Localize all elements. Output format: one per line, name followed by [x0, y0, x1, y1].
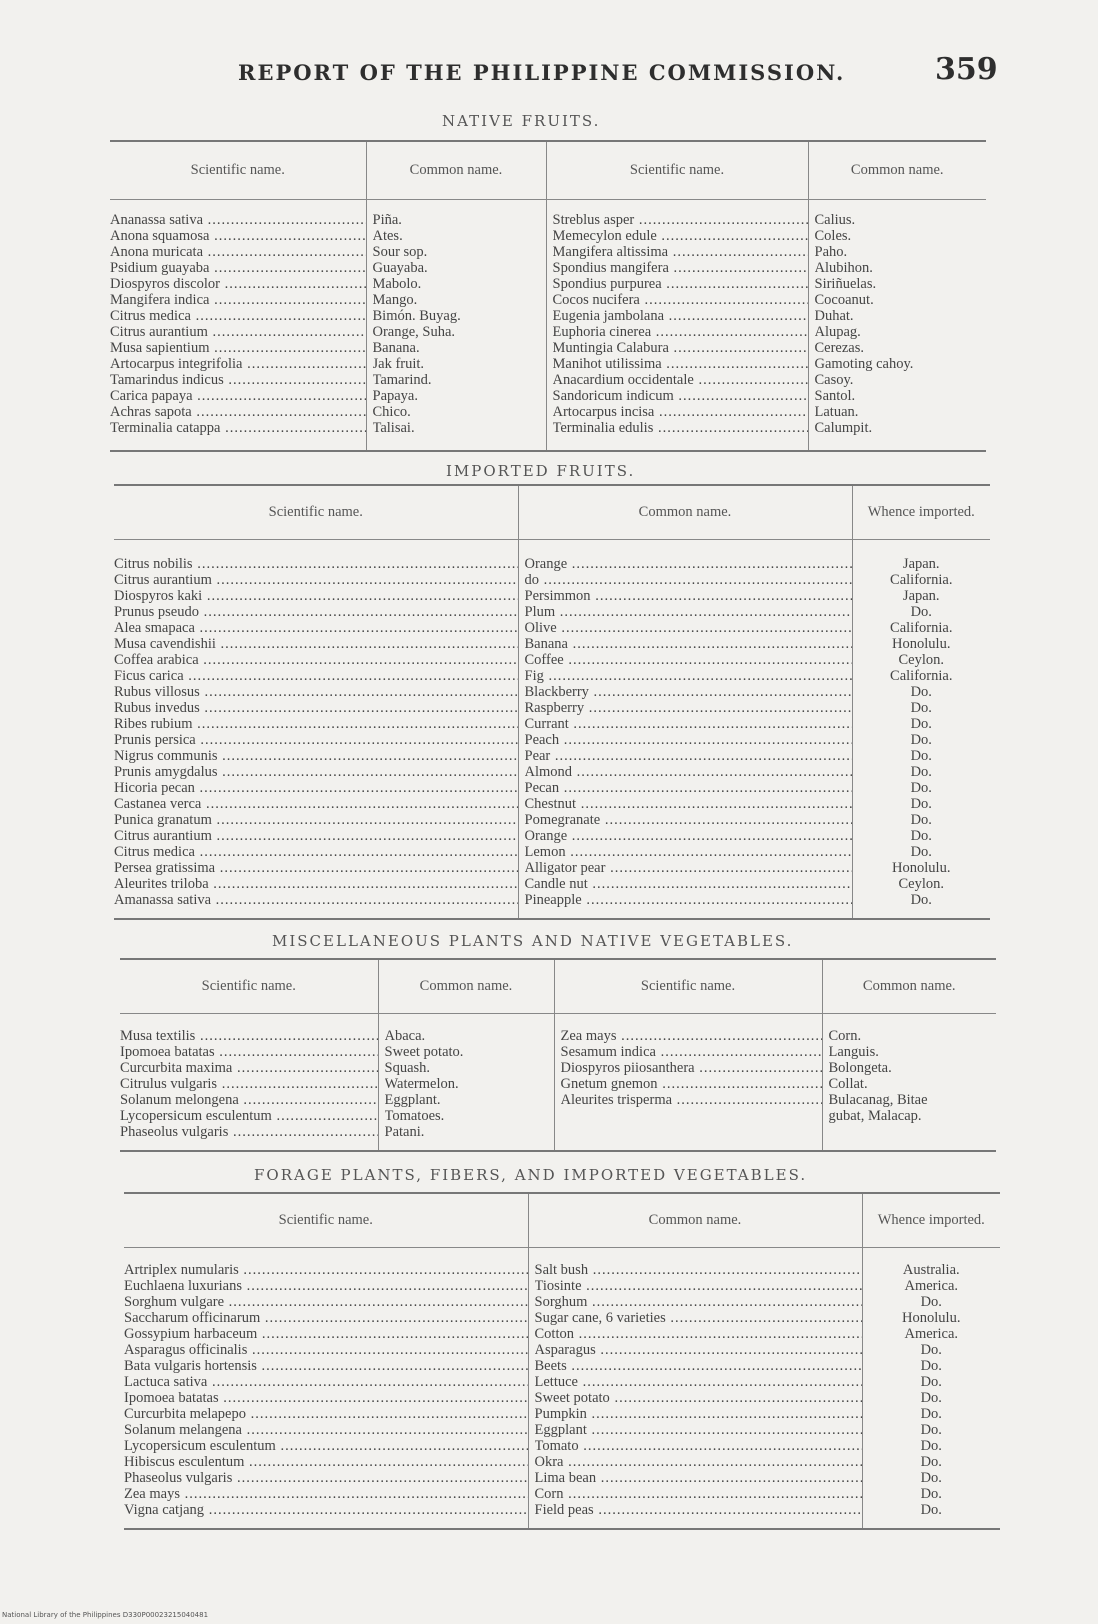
scientific-name: Artriplex numularis .....: [124, 1262, 528, 1278]
scientific-name: Terminalia edulis .....: [553, 420, 808, 436]
common-name: Sour sop.: [372, 243, 428, 260]
whence-imported: Do.: [910, 891, 932, 908]
common-name: Sweet potato .....: [535, 1390, 862, 1406]
scientific-name: Asparagus officinalis .....: [124, 1342, 528, 1358]
common-name: Paho.: [814, 243, 848, 260]
scientific-name: Zea mays .....: [124, 1486, 528, 1502]
whence-imported: Do.: [920, 1405, 942, 1422]
whence-imported: Japan.: [902, 587, 940, 604]
scientific-name: Artocarpus integrifolia .....: [110, 356, 366, 372]
scientific-name: Phaseolus vulgaris .....: [124, 1470, 528, 1486]
whence-imported: Do.: [910, 827, 932, 844]
common-name: Duhat.: [814, 307, 854, 324]
common-name: Pecan .....: [525, 780, 852, 796]
scientific-name: Anona muricata .....: [110, 244, 366, 260]
whence-imported: Do.: [920, 1485, 942, 1502]
common-name: Candle nut .....: [525, 876, 852, 892]
common-name: Orange .....: [525, 556, 852, 572]
common-name: Eggplant.: [384, 1091, 441, 1108]
whence-imported: Honolulu.: [892, 859, 951, 876]
whence-imported: Ceylon.: [898, 875, 944, 892]
whence-imported: California.: [890, 667, 953, 684]
column-scientific: [120, 1013, 378, 1151]
common-name: Bulacanag, Bitae: [828, 1091, 928, 1108]
common-name: Field peas .....: [535, 1502, 862, 1518]
common-name: Salt bush .....: [535, 1262, 862, 1278]
common-name: Piña.: [372, 211, 402, 228]
whence-imported: Do.: [920, 1469, 942, 1486]
common-name: Blackberry .....: [525, 684, 852, 700]
whence-imported: Do.: [910, 811, 932, 828]
scientific-name: Castanea verca .....: [114, 796, 518, 812]
column-common: [518, 539, 852, 919]
scientific-name: Ribes rubium .....: [114, 716, 518, 732]
common-name: Tomato .....: [535, 1438, 862, 1454]
common-name: Sweet potato.: [384, 1043, 464, 1060]
header-common-name: Common name.: [518, 485, 852, 539]
scientific-name: Sorghum vulgare .....: [124, 1294, 528, 1310]
whence-imported: Japan.: [902, 555, 940, 572]
forage-plants-title: FORAGE PLANTS, FIBERS, AND IMPORTED VEGETABLES.: [254, 1166, 808, 1184]
common-name: Olive .....: [525, 620, 852, 636]
common-name: Chico.: [372, 403, 411, 420]
whence-imported: Australia.: [902, 1261, 960, 1278]
scientific-name: Prunis amygdalus .....: [114, 764, 518, 780]
column-common: [808, 199, 986, 451]
whence-imported: America.: [904, 1325, 959, 1342]
common-name: Casoy.: [814, 371, 854, 388]
common-name: Pear .....: [525, 748, 852, 764]
forage-plants-table: [124, 1192, 1000, 1530]
scientific-name: Prunis persica .....: [114, 732, 518, 748]
scientific-name: Eugenia jambolana .....: [553, 308, 808, 324]
common-name: Siriñuelas.: [814, 275, 877, 292]
scientific-name: Rubus invedus .....: [114, 700, 518, 716]
header-common-name: Common name.: [366, 141, 546, 199]
scientific-name: Streblus asper .....: [553, 212, 808, 228]
imported-fruits-title: IMPORTED FRUITS.: [446, 462, 636, 480]
common-name: Santol.: [814, 387, 856, 404]
scientific-name: Cocos nucifera .....: [553, 292, 808, 308]
scientific-name: Aleurites triloba .....: [114, 876, 518, 892]
whence-imported: Do.: [920, 1501, 942, 1518]
common-name: Sorghum .....: [535, 1294, 862, 1310]
common-name: Collat.: [828, 1075, 868, 1092]
common-name: Latuan.: [814, 403, 859, 420]
scientific-name: Citrus nobilis .....: [114, 556, 518, 572]
common-name: Pomegranate .....: [525, 812, 852, 828]
scientific-name: Amanassa sativa .....: [114, 892, 518, 908]
scientific-name: Curcurbita melapepo .....: [124, 1406, 528, 1422]
whence-imported: Honolulu.: [892, 635, 951, 652]
imported-fruits-table: [114, 484, 990, 920]
common-name: Chestnut .....: [525, 796, 852, 812]
common-name: Coffee .....: [525, 652, 852, 668]
scientific-name: Coffea arabica .....: [114, 652, 518, 668]
scientific-name: Musa textilis .....: [120, 1028, 378, 1044]
scientific-name: Vigna catjang .....: [124, 1502, 528, 1518]
common-name: Raspberry .....: [525, 700, 852, 716]
column-scientific: [546, 199, 808, 451]
scientific-name: Spondius purpurea .....: [553, 276, 808, 292]
whence-imported: Do.: [910, 731, 932, 748]
scientific-name: Sandoricum indicum .....: [553, 388, 808, 404]
scientific-name: Zea mays .....: [561, 1028, 822, 1044]
common-name: Patani.: [384, 1123, 425, 1140]
whence-imported: Do.: [910, 603, 932, 620]
scientific-name: Citrus medica .....: [110, 308, 366, 324]
scientific-name: Citrus medica .....: [114, 844, 518, 860]
header-scientific-name: Scientific name.: [114, 485, 518, 539]
whence-imported: California.: [890, 619, 953, 636]
scientific-name: Anacardium occidentale .....: [553, 372, 808, 388]
common-name: Orange .....: [525, 828, 852, 844]
common-name: Ates.: [372, 227, 403, 244]
common-name: Pumpkin .....: [535, 1406, 862, 1422]
scientific-name: Muntingia Calabura .....: [553, 340, 808, 356]
header-scientific-name: Scientific name.: [124, 1193, 528, 1247]
common-name: Alupag.: [814, 323, 861, 340]
common-name: Bolongeta.: [828, 1059, 892, 1076]
common-name: Cerezas.: [814, 339, 865, 356]
scientific-name: Terminalia catappa .....: [110, 420, 366, 436]
scientific-name: Citrus aurantium .....: [114, 828, 518, 844]
common-name: Banana.: [372, 339, 420, 356]
header-scientific-name: Scientific name.: [110, 141, 366, 199]
scientific-name: Diospyros discolor .....: [110, 276, 366, 292]
common-name: Abaca.: [384, 1027, 426, 1044]
column-common: [528, 1247, 862, 1529]
scientific-name: Solanum melongena .....: [120, 1092, 378, 1108]
scientific-name: Musa sapientium .....: [110, 340, 366, 356]
scientific-name: Memecylon edule .....: [553, 228, 808, 244]
common-name: Bimón. Buyag.: [372, 307, 461, 324]
common-name: Plum .....: [525, 604, 852, 620]
common-name: Asparagus .....: [535, 1342, 862, 1358]
whence-imported: Do.: [910, 715, 932, 732]
column-scientific: [114, 539, 518, 919]
whence-imported: Do.: [910, 683, 932, 700]
scientific-name: Achras sapota .....: [110, 404, 366, 420]
common-name: Papaya.: [372, 387, 418, 404]
header-whence-imported: Whence imported.: [852, 485, 990, 539]
header-scientific-name: Scientific name.: [554, 959, 822, 1013]
scientific-name: Euphoria cinerea .....: [553, 324, 808, 340]
common-name: Lettuce .....: [535, 1374, 862, 1390]
native-fruits-table: [110, 140, 986, 452]
common-name: Okra .....: [535, 1454, 862, 1470]
scientific-name: Mangifera altissima .....: [553, 244, 808, 260]
scientific-name: Curcurbita maxima .....: [120, 1060, 378, 1076]
common-name: Languis.: [828, 1043, 879, 1060]
scientific-name: Ananassa sativa .....: [110, 212, 366, 228]
scientific-name: Artocarpus incisa .....: [553, 404, 808, 420]
scientific-name: Alea smapaca .....: [114, 620, 518, 636]
common-name: Beets .....: [535, 1358, 862, 1374]
column-common: [822, 1013, 996, 1151]
whence-imported: Do.: [910, 779, 932, 796]
whence-imported: Do.: [910, 763, 932, 780]
whence-imported: Honolulu.: [902, 1309, 961, 1326]
column-scientific: [110, 199, 366, 451]
common-name: Cotton .....: [535, 1326, 862, 1342]
scientific-name: Hibiscus esculentum .....: [124, 1454, 528, 1470]
common-name: Jak fruit.: [372, 355, 425, 372]
scientific-name: Punica granatum .....: [114, 812, 518, 828]
common-name: Alubihon.: [814, 259, 873, 276]
whence-imported: Do.: [910, 795, 932, 812]
scientific-name: Tamarindus indicus .....: [110, 372, 366, 388]
common-name: Tiosinte .....: [535, 1278, 862, 1294]
common-name: Mabolo.: [372, 275, 422, 292]
scientific-name: Lactuca sativa .....: [124, 1374, 528, 1390]
scientific-name: Citrulus vulgaris .....: [120, 1076, 378, 1092]
column-scientific: [124, 1247, 528, 1529]
scientific-name: Lycopersicum esculentum .....: [120, 1108, 378, 1124]
whence-imported: Do.: [920, 1373, 942, 1390]
common-name: gubat, Malacap.: [828, 1107, 922, 1124]
scientific-name: Diospyros kaki .....: [114, 588, 518, 604]
whence-imported: Do.: [920, 1341, 942, 1358]
scientific-name: Aleurites trisperma .....: [561, 1092, 822, 1108]
whence-imported: Do.: [910, 699, 932, 716]
common-name: Currant .....: [525, 716, 852, 732]
common-name: Orange, Suha.: [372, 323, 456, 340]
common-name: Cocoanut.: [814, 291, 874, 308]
scientific-name: Ficus carica .....: [114, 668, 518, 684]
common-name: Mango.: [372, 291, 418, 308]
scientific-name: Citrus aurantium .....: [110, 324, 366, 340]
scientific-name: Sesamum indica .....: [561, 1044, 822, 1060]
scientific-name: Carica papaya .....: [110, 388, 366, 404]
scientific-name: Ipomoea batatas .....: [124, 1390, 528, 1406]
scientific-name: Psidium guayaba .....: [110, 260, 366, 276]
scientific-name: Bata vulgaris hortensis .....: [124, 1358, 528, 1374]
column-common: [366, 199, 546, 451]
whence-imported: Do.: [920, 1357, 942, 1374]
header-common-name: Common name.: [808, 141, 986, 199]
scientific-name: Saccharum officinarum .....: [124, 1310, 528, 1326]
library-credit: National Library of the Philippines D330P00023215040481: [2, 1611, 209, 1619]
header-whence-imported: Whence imported.: [862, 1193, 1000, 1247]
common-name: Fig .....: [525, 668, 852, 684]
scientific-name: Mangifera indica .....: [110, 292, 366, 308]
whence-imported: Do.: [920, 1389, 942, 1406]
scientific-name: Persea gratissima .....: [114, 860, 518, 876]
scientific-name: Euchlaena luxurians .....: [124, 1278, 528, 1294]
whence-imported: Do.: [920, 1437, 942, 1454]
common-name: Talisai.: [372, 419, 415, 436]
common-name: Lima bean .....: [535, 1470, 862, 1486]
whence-imported: Do.: [920, 1293, 942, 1310]
common-name: Guayaba.: [372, 259, 428, 276]
scientific-name: Nigrus communis .....: [114, 748, 518, 764]
whence-imported: America.: [904, 1277, 959, 1294]
whence-imported: Do.: [910, 747, 932, 764]
scientific-name: Musa cavendishii .....: [114, 636, 518, 652]
header-common-name: Common name.: [378, 959, 554, 1013]
scientific-name: Phaseolus vulgaris .....: [120, 1124, 378, 1140]
header-common-name: Common name.: [528, 1193, 862, 1247]
scientific-name: Ipomoea batatas .....: [120, 1044, 378, 1060]
common-name: Banana .....: [525, 636, 852, 652]
scientific-name: Manihot utilissima .....: [553, 356, 808, 372]
scientific-name: Spondius mangifera .....: [553, 260, 808, 276]
common-name: Calius.: [814, 211, 856, 228]
scientific-name: Anona squamosa .....: [110, 228, 366, 244]
scientific-name: Diospyros piiosanthera .....: [561, 1060, 822, 1076]
common-name: Peach .....: [525, 732, 852, 748]
misc-plants-table: [120, 958, 996, 1152]
common-name: Coles.: [814, 227, 852, 244]
common-name: Alligator pear .....: [525, 860, 852, 876]
header-scientific-name: Scientific name.: [120, 959, 378, 1013]
common-name: Corn.: [828, 1027, 862, 1044]
column-whence: [862, 1247, 1000, 1529]
common-name: Lemon .....: [525, 844, 852, 860]
whence-imported: Do.: [910, 843, 932, 860]
common-name: Calumpit.: [814, 419, 873, 436]
column-common: [378, 1013, 554, 1151]
common-name: do .....: [525, 572, 852, 588]
common-name: Pineapple .....: [525, 892, 852, 908]
common-name: Corn .....: [535, 1486, 862, 1502]
scientific-name: Gnetum gnemon .....: [561, 1076, 822, 1092]
scientific-name: Rubus villosus .....: [114, 684, 518, 700]
running-head: REPORT OF THE PHILIPPINE COMMISSION.: [238, 60, 846, 85]
scientific-name: Citrus aurantium .....: [114, 572, 518, 588]
column-scientific: [554, 1013, 822, 1151]
common-name: Squash.: [384, 1059, 431, 1076]
common-name: Tomatoes.: [384, 1107, 445, 1124]
column-whence: [852, 539, 990, 919]
whence-imported: Do.: [920, 1453, 942, 1470]
page-number: 359: [935, 52, 998, 87]
header-scientific-name: Scientific name.: [546, 141, 808, 199]
native-fruits-title: NATIVE FRUITS.: [442, 112, 601, 130]
common-name: Persimmon .....: [525, 588, 852, 604]
common-name: Tamarind.: [372, 371, 432, 388]
common-name: Watermelon.: [384, 1075, 459, 1092]
scientific-name: Hicoria pecan .....: [114, 780, 518, 796]
whence-imported: California.: [890, 571, 953, 588]
whence-imported: Ceylon.: [898, 651, 944, 668]
header-common-name: Common name.: [822, 959, 996, 1013]
common-name: Sugar cane, 6 varieties .....: [535, 1310, 862, 1326]
whence-imported: Do.: [920, 1421, 942, 1438]
common-name: Almond .....: [525, 764, 852, 780]
common-name: Gamoting cahoy.: [814, 355, 914, 372]
common-name: Eggplant .....: [535, 1422, 862, 1438]
scientific-name: Gossypium harbaceum .....: [124, 1326, 528, 1342]
scientific-name: Solanum melangena .....: [124, 1422, 528, 1438]
scientific-name: Prunus pseudo .....: [114, 604, 518, 620]
scientific-name: Lycopersicum esculentum .....: [124, 1438, 528, 1454]
misc-plants-title: MISCELLANEOUS PLANTS AND NATIVE VEGETABLES.: [272, 932, 794, 950]
